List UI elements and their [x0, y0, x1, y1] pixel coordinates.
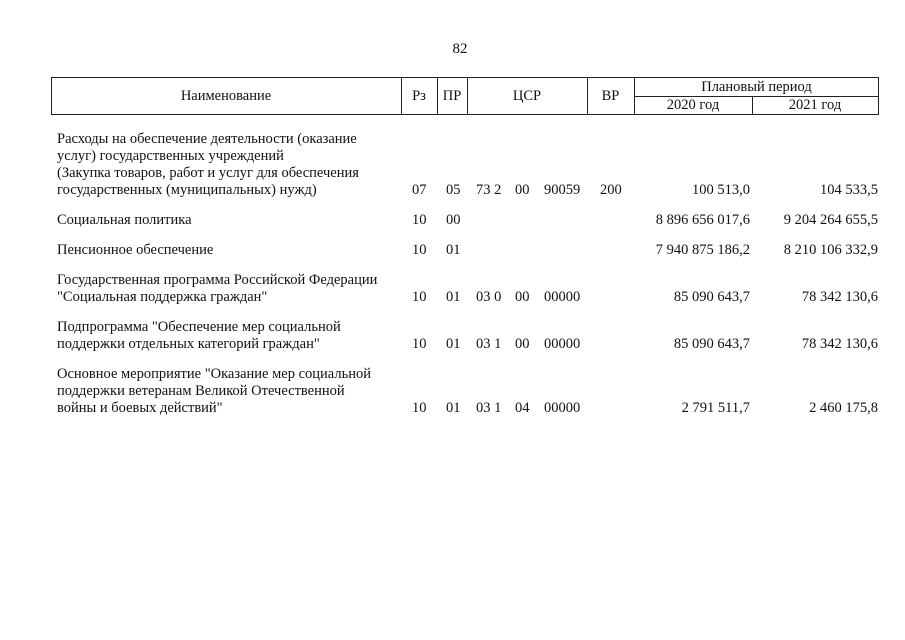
header-csr: ЦСР — [512, 87, 542, 104]
row-name: Подпрограмма "Обеспечение мер социальной поддержки отдельных категорий граждан" — [57, 319, 341, 352]
row-pr: 01 — [446, 289, 461, 305]
row-value-2020: 7 940 875 186,2 — [655, 242, 750, 258]
row-csr-subprogram: 00 — [515, 182, 530, 198]
row-pr: 01 — [446, 336, 461, 352]
row-rz: 10 — [412, 400, 427, 416]
row-value-2021: 104 533,5 — [820, 182, 878, 198]
row-csr-subprogram: 00 — [515, 289, 530, 305]
page-number: 82 — [452, 41, 468, 57]
row-name: Расходы на обеспечение деятельности (оказание услуг) государственных учреждений (Закупка товаров, работ и услуг для обеспечения государственных (муниципальных) нужд) — [57, 131, 359, 198]
row-value-2021: 78 342 130,6 — [801, 289, 878, 305]
row-pr: 01 — [446, 400, 461, 416]
row-csr-direction: 00000 — [544, 400, 581, 416]
row-name: Социальная политика — [57, 212, 192, 228]
header-planned-period: Плановый период — [701, 78, 812, 95]
row-pr: 00 — [446, 212, 461, 228]
header-rz: Рз — [412, 87, 426, 104]
row-csr-program: 03 1 — [476, 336, 502, 352]
row-rz: 10 — [412, 212, 427, 228]
row-value-2021: 9 204 264 655,5 — [783, 212, 878, 228]
row-csr-subprogram: 00 — [515, 336, 530, 352]
row-rz: 07 — [412, 182, 427, 198]
row-csr-program: 73 2 — [476, 182, 502, 198]
header-year-2020: 2020 год — [666, 96, 720, 113]
row-value-2021: 2 460 175,8 — [809, 400, 878, 416]
row-csr-program: 03 1 — [476, 400, 502, 416]
row-pr: 01 — [446, 242, 461, 258]
row-value-2020: 2 791 511,7 — [681, 400, 750, 416]
row-value-2020: 8 896 656 017,6 — [655, 212, 750, 228]
row-rz: 10 — [412, 289, 427, 305]
row-value-2021: 8 210 106 332,9 — [783, 242, 878, 258]
row-csr-direction: 00000 — [544, 289, 581, 305]
row-value-2020: 100 513,0 — [692, 182, 750, 198]
row-csr-program: 03 0 — [476, 289, 502, 305]
row-name: Пенсионное обеспечение — [57, 242, 214, 258]
row-csr-direction: 90059 — [544, 182, 581, 198]
header-name: Наименование — [180, 87, 272, 104]
header-vr: ВР — [601, 87, 620, 104]
row-vr: 200 — [600, 182, 622, 198]
row-rz: 10 — [412, 242, 427, 258]
row-csr-direction: 00000 — [544, 336, 581, 352]
row-csr-subprogram: 04 — [515, 400, 530, 416]
row-name: Основное мероприятие "Оказание мер социальной поддержки ветеранам Великой Отечественной войны и боевых действий" — [57, 366, 371, 416]
row-value-2021: 78 342 130,6 — [801, 336, 878, 352]
table-header — [51, 77, 879, 115]
header-pr: ПР — [442, 87, 462, 104]
row-value-2020: 85 090 643,7 — [673, 289, 750, 305]
header-year-2021: 2021 год — [788, 96, 842, 113]
row-rz: 10 — [412, 336, 427, 352]
row-value-2020: 85 090 643,7 — [673, 336, 750, 352]
row-name: Государственная программа Российской Федерации "Социальная поддержка граждан" — [57, 272, 378, 305]
row-pr: 05 — [446, 182, 461, 198]
